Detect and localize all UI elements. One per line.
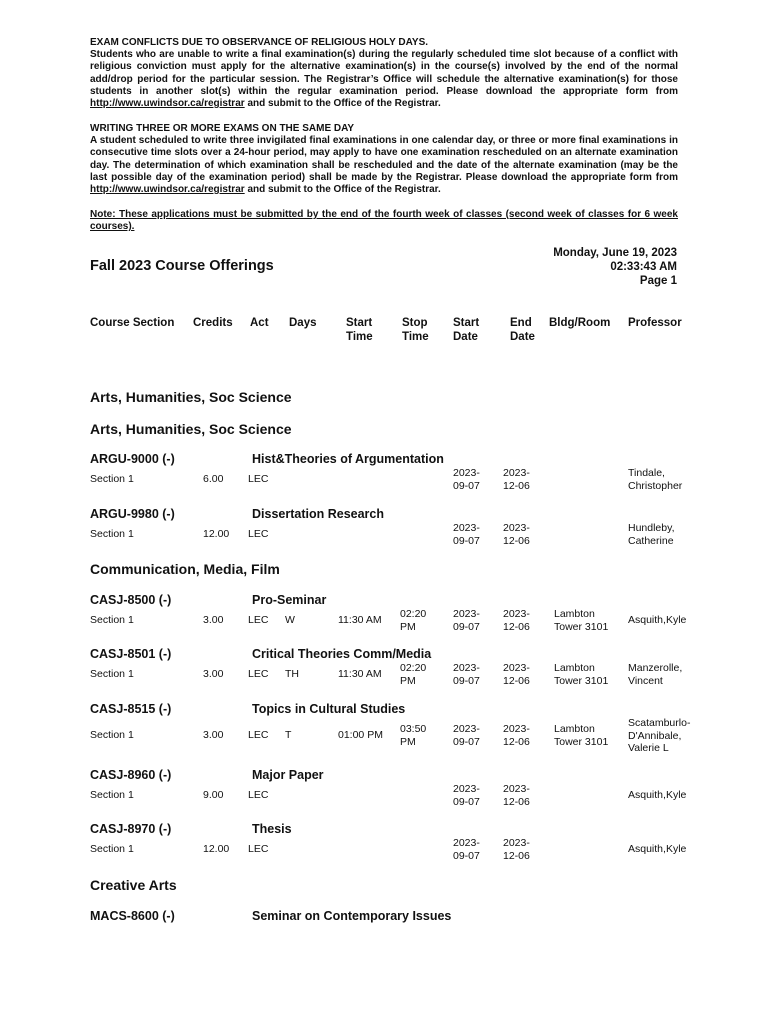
- col-stop-time-line1: Stop: [402, 317, 428, 329]
- start-date-day: 09-07: [453, 795, 480, 808]
- start-date-cell: [453, 837, 480, 862]
- credits-cell: 3.00: [203, 729, 224, 741]
- end-date-year: 2023-: [503, 837, 530, 849]
- col-start-date: [453, 316, 479, 344]
- course-title: Major Paper: [252, 768, 324, 782]
- start-time-cell: 11:30 AM: [338, 614, 382, 626]
- registrar-link-2[interactable]: http://www.uwindsor.ca/registrar: [90, 184, 245, 196]
- stop-time-cell: [400, 608, 426, 633]
- end-date-year: 2023-: [503, 783, 530, 795]
- professor-cell: [628, 614, 686, 627]
- professor-cell: [628, 662, 682, 687]
- stop-time-period: PM: [400, 674, 416, 687]
- credits-cell: 3.00: [203, 668, 224, 680]
- subject-heading: Communication, Media, Film: [90, 561, 280, 577]
- end-date-day: 12-06: [503, 479, 530, 492]
- course-code: CASJ-8515 (-): [90, 702, 172, 716]
- course-code: ARGU-9980 (-): [90, 507, 175, 521]
- page-title: Fall 2023 Course Offerings: [90, 258, 274, 274]
- stop-time-period: PM: [400, 735, 416, 748]
- end-date-day: 12-06: [503, 674, 530, 687]
- professor-line: Christopher: [628, 479, 683, 492]
- end-date-cell: [503, 783, 530, 808]
- religious-notice-heading: EXAM CONFLICTS DUE TO OBSERVANCE OF RELIGIOUS HOLY DAYS.: [90, 37, 429, 48]
- act-cell: LEC: [248, 614, 269, 626]
- three-exams-notice-tail: and submit to the Office of the Registrar.: [247, 184, 441, 196]
- start-date-day: 09-07: [453, 735, 480, 748]
- start-date-cell: [453, 783, 480, 808]
- stop-time-period: PM: [400, 620, 416, 633]
- act-cell: LEC: [248, 789, 269, 801]
- professor-cell: [628, 843, 686, 856]
- col-course-section: Course Section: [90, 317, 175, 329]
- three-exams-notice: [90, 123, 678, 196]
- col-start-time-line1: Start: [346, 317, 373, 329]
- professor-line: Asquith,Kyle: [628, 843, 687, 855]
- end-date-year: 2023-: [503, 608, 530, 620]
- section-cell: Section 1: [90, 668, 134, 680]
- professor-line: Catherine: [628, 534, 674, 547]
- registrar-link-1[interactable]: http://www.uwindsor.ca/registrar: [90, 98, 245, 110]
- end-date-day: 12-06: [503, 735, 530, 748]
- end-date-day: 12-06: [503, 795, 530, 808]
- section-cell: Section 1: [90, 528, 134, 540]
- end-date-cell: [503, 608, 530, 633]
- section-cell: Section 1: [90, 614, 134, 626]
- start-date-cell: [453, 522, 480, 547]
- days-cell: TH: [285, 668, 299, 680]
- days-cell: T: [285, 729, 292, 741]
- days-cell: W: [285, 614, 295, 626]
- end-date-year: 2023-: [503, 662, 530, 674]
- col-act: Act: [250, 317, 269, 329]
- stop-time-hour: 02:20: [400, 608, 427, 620]
- end-date-day: 12-06: [503, 849, 530, 862]
- section-cell: Section 1: [90, 843, 134, 855]
- course-title: Pro-Seminar: [252, 593, 327, 607]
- room-cell: [554, 723, 608, 748]
- professor-cell: [628, 717, 690, 755]
- start-date-year: 2023-: [453, 783, 480, 795]
- professor-line: Asquith,Kyle: [628, 789, 687, 801]
- start-date-cell: [453, 723, 480, 748]
- religious-notice-body: Students who are unable to write a final examination(s) during the regularly scheduled time slot because of a conflict with religious conviction must apply for the alternative examination(s) in the course(s) involved by the end of the normal add/drop period for the particular session. The Registrar’s Office will schedule the alternative examination(s) for those students in another slot(s) within the regular examination period. Please download the appropriate form from: [90, 49, 678, 97]
- col-end-date: [510, 316, 535, 344]
- end-date-year: 2023-: [503, 723, 530, 735]
- start-date-year: 2023-: [453, 662, 480, 674]
- act-cell: LEC: [248, 473, 269, 485]
- act-cell: LEC: [248, 528, 269, 540]
- start-date-cell: [453, 608, 480, 633]
- start-date-year: 2023-: [453, 837, 480, 849]
- professor-line: Hundleby,: [628, 522, 675, 534]
- credits-cell: 12.00: [203, 843, 230, 855]
- course-code: ARGU-9000 (-): [90, 452, 175, 466]
- print-info: [553, 246, 677, 288]
- start-date-day: 09-07: [453, 534, 480, 547]
- col-stop-time-line2: Time: [402, 331, 429, 343]
- start-date-day: 09-07: [453, 620, 480, 633]
- three-exams-notice-body: A student scheduled to write three invigilated final examinations in one calendar day, or three or more final examinations in consecutive time slots over a 24-hour period, may apply to have one examination rescheduled on an alternate examination day. The determination of which examination shall be rescheduled and the date of the alternate examination (may be the last possible day of the examination period) shall be made by the Registrar. Please download the appropriate form from: [90, 135, 678, 183]
- end-date-year: 2023-: [503, 467, 530, 479]
- print-date: Monday, June 19, 2023: [553, 247, 677, 259]
- room-number: Tower 3101: [554, 735, 609, 748]
- professor-line: Vincent: [628, 674, 663, 687]
- course-code: MACS-8600 (-): [90, 909, 175, 923]
- credits-cell: 12.00: [203, 528, 230, 540]
- end-date-day: 12-06: [503, 534, 530, 547]
- credits-cell: 6.00: [203, 473, 224, 485]
- course-title: Seminar on Contemporary Issues: [252, 909, 452, 923]
- credits-cell: 9.00: [203, 789, 224, 801]
- col-start-date-line2: Date: [453, 331, 478, 343]
- submission-note-text: Note: These applications must be submitted by the end of the fourth week of classes (second week of classes for 6 week courses).: [90, 209, 678, 233]
- professor-cell: [628, 467, 682, 492]
- col-start-time-line2: Time: [346, 331, 373, 343]
- religious-notice: [90, 37, 678, 110]
- room-building: Lambton: [554, 662, 595, 674]
- section-cell: Section 1: [90, 789, 134, 801]
- print-time: 02:33:43 AM: [610, 261, 677, 273]
- professor-line: Asquith,Kyle: [628, 614, 687, 626]
- end-date-day: 12-06: [503, 620, 530, 633]
- col-professor: Professor: [628, 317, 682, 329]
- room-cell: [554, 662, 608, 687]
- stop-time-cell: [400, 662, 426, 687]
- act-cell: LEC: [248, 668, 269, 680]
- col-bldg-room: Bldg/Room: [549, 317, 611, 329]
- stop-time-hour: 03:50: [400, 723, 427, 735]
- professor-line: D'Annibale,: [628, 729, 682, 742]
- department-heading: Arts, Humanities, Soc Science: [90, 421, 292, 437]
- section-cell: Section 1: [90, 729, 134, 741]
- start-date-day: 09-07: [453, 479, 480, 492]
- professor-line: Valerie L: [628, 742, 669, 754]
- stop-time-hour: 02:20: [400, 662, 427, 674]
- professor-cell: [628, 522, 675, 547]
- start-date-day: 09-07: [453, 674, 480, 687]
- professor-line: Tindale,: [628, 467, 665, 479]
- end-date-cell: [503, 837, 530, 862]
- page-number: Page 1: [639, 275, 677, 287]
- submission-note: [90, 209, 678, 233]
- end-date-year: 2023-: [503, 522, 530, 534]
- room-cell: [554, 608, 608, 633]
- col-stop-time: [402, 316, 429, 344]
- course-title: Hist&Theories of Argumentation: [252, 452, 444, 466]
- start-date-year: 2023-: [453, 723, 480, 735]
- course-title: Dissertation Research: [252, 507, 385, 521]
- course-code: CASJ-8960 (-): [90, 768, 172, 782]
- start-date-year: 2023-: [453, 467, 480, 479]
- course-code: CASJ-8970 (-): [90, 822, 172, 836]
- course-title: Thesis: [252, 822, 292, 836]
- col-credits: Credits: [193, 317, 233, 329]
- col-start-date-line1: Start: [453, 317, 480, 329]
- end-date-cell: [503, 723, 530, 748]
- col-end-date-line2: Date: [510, 331, 535, 343]
- start-time-cell: 11:30 AM: [338, 668, 382, 680]
- three-exams-notice-heading: WRITING THREE OR MORE EXAMS ON THE SAME DAY: [90, 123, 355, 134]
- room-number: Tower 3101: [554, 674, 609, 687]
- col-start-time: [346, 316, 373, 344]
- course-code: CASJ-8501 (-): [90, 647, 172, 661]
- faculty-heading: Arts, Humanities, Soc Science: [90, 389, 292, 405]
- section-cell: Section 1: [90, 473, 134, 485]
- course-title: Topics in Cultural Studies: [252, 702, 406, 716]
- course-code: CASJ-8500 (-): [90, 593, 172, 607]
- start-date-year: 2023-: [453, 522, 480, 534]
- course-title: Critical Theories Comm/Media: [252, 647, 432, 661]
- stop-time-cell: [400, 723, 426, 748]
- professor-line: Manzerolle,: [628, 662, 683, 674]
- start-date-cell: [453, 662, 480, 687]
- start-date-year: 2023-: [453, 608, 480, 620]
- room-building: Lambton: [554, 723, 595, 735]
- room-building: Lambton: [554, 608, 595, 620]
- end-date-cell: [503, 662, 530, 687]
- start-date-cell: [453, 467, 480, 492]
- start-time-cell: 01:00 PM: [338, 729, 383, 741]
- credits-cell: 3.00: [203, 614, 224, 626]
- col-end-date-line1: End: [510, 317, 532, 329]
- professor-cell: [628, 789, 686, 802]
- end-date-cell: [503, 467, 530, 492]
- act-cell: LEC: [248, 843, 269, 855]
- professor-line: Scatamburlo-: [628, 717, 691, 729]
- start-date-day: 09-07: [453, 849, 480, 862]
- subject-heading: Creative Arts: [90, 877, 177, 893]
- room-number: Tower 3101: [554, 620, 609, 633]
- end-date-cell: [503, 522, 530, 547]
- religious-notice-tail: and submit to the Office of the Registrar.: [247, 98, 441, 110]
- act-cell: LEC: [248, 729, 269, 741]
- col-days: Days: [289, 317, 317, 329]
